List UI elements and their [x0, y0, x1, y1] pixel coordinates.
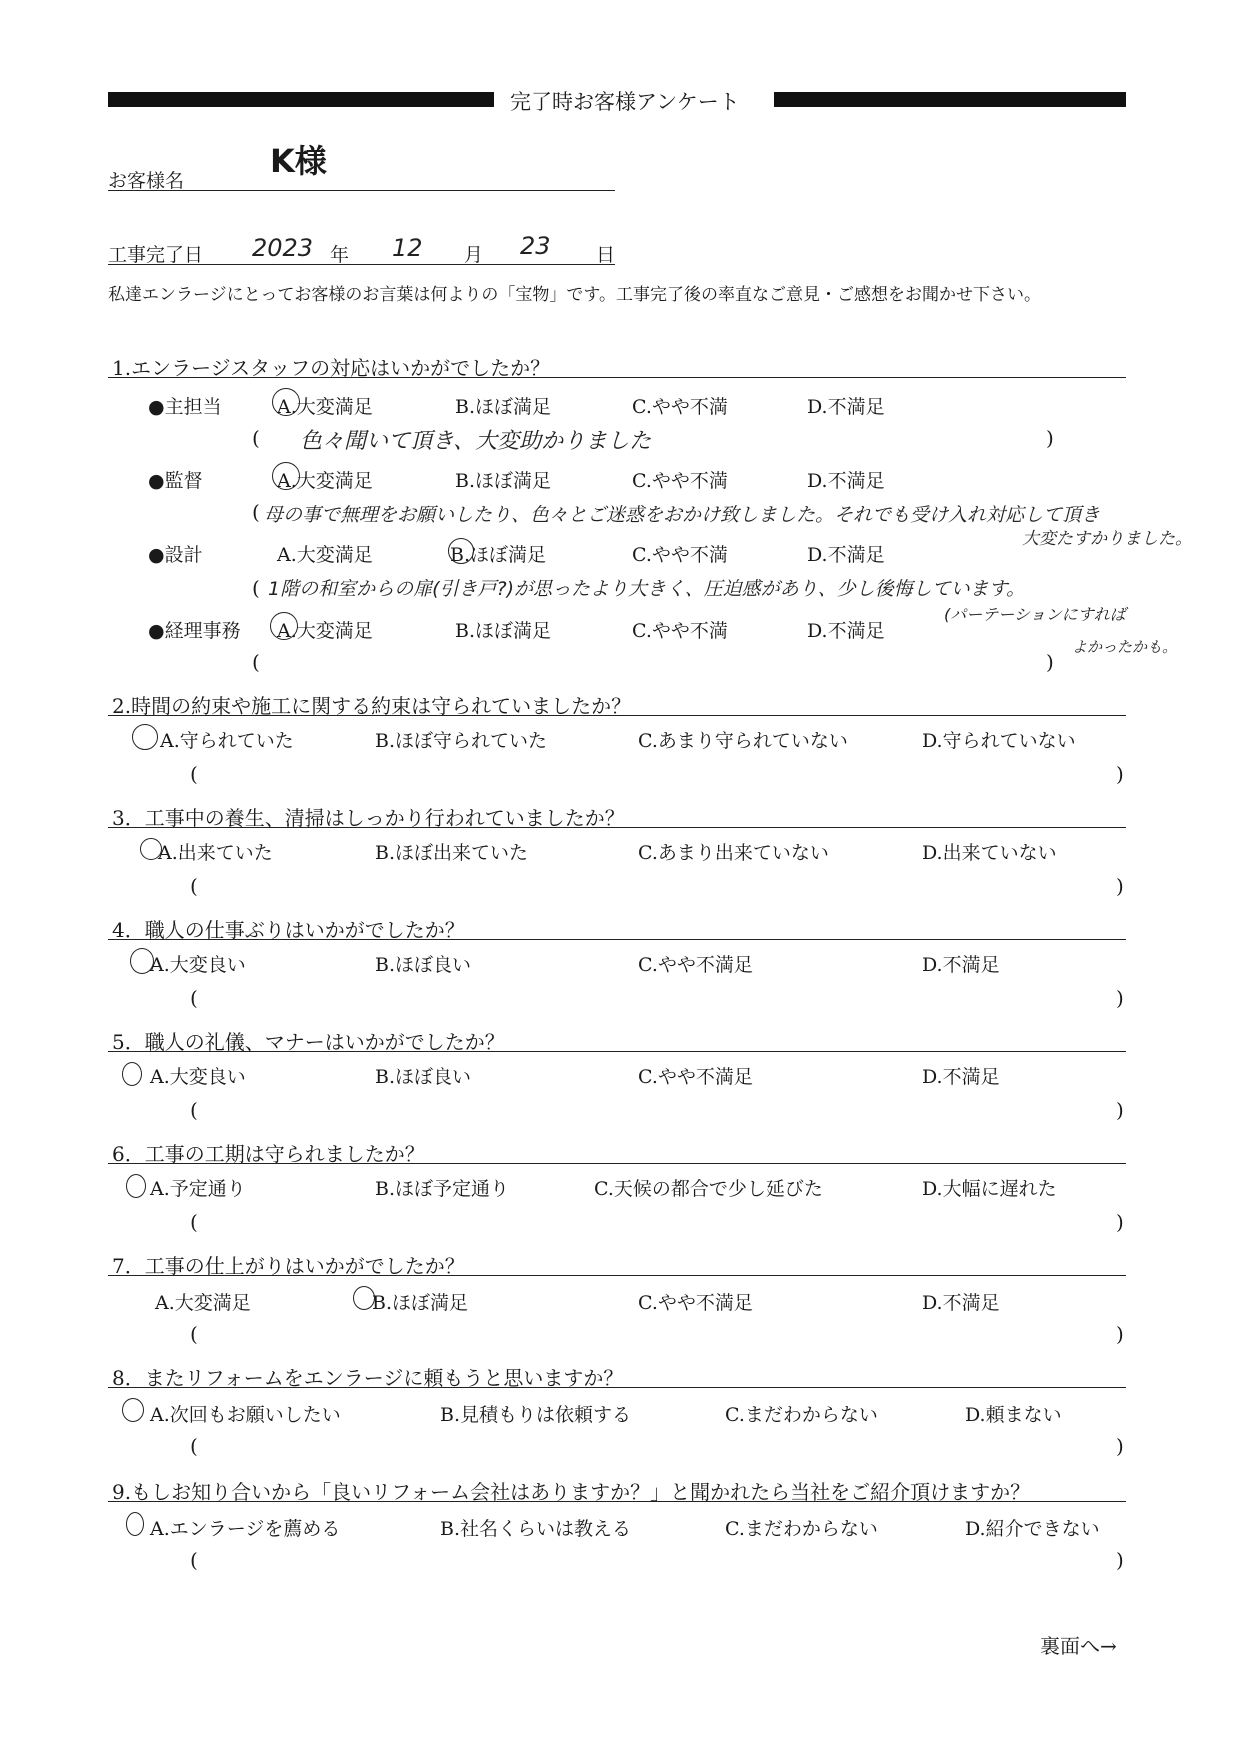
q7-title: 7．工事の仕上がりはいかがでしたか？	[112, 1254, 465, 1278]
form-title: 完了時お客様アンケート	[510, 90, 740, 114]
q6-rule	[108, 1163, 1126, 1164]
q1-supervisor-comment-cont: 大変たすかりました。	[1022, 529, 1192, 549]
year-unit: 年	[330, 244, 350, 266]
q7-option-b[interactable]: B.ほぼ満足	[372, 1292, 469, 1314]
q4-option-c[interactable]: C.やや不満足	[638, 954, 753, 976]
intro-text: 私達エンラージにとってお客様のお言葉は何よりの「宝物」です。工事完了後の率直なご意見・ご感想をお聞かせ下さい。	[108, 285, 1041, 305]
header-bar-left	[108, 92, 494, 107]
paren-close: )	[1116, 1322, 1124, 1346]
q9-rule	[108, 1501, 1126, 1502]
q3-title: 3．工事中の養生、清掃はしっかり行われていましたか？	[112, 806, 625, 830]
q1-main-option-c[interactable]: C.やや不満	[632, 396, 728, 418]
q5-option-b[interactable]: B.ほぼ良い	[375, 1066, 472, 1088]
q5-title: 5．職人の礼儀、マナーはいかがでしたか？	[112, 1030, 505, 1054]
q5-option-a[interactable]: A.大変良い	[150, 1066, 246, 1088]
q3-option-c[interactable]: C.あまり出来ていない	[638, 842, 829, 864]
q7-option-d[interactable]: D.不満足	[922, 1292, 1000, 1314]
month-unit: 月	[464, 244, 484, 266]
completion-day: 23	[520, 232, 551, 260]
paren-open: (	[190, 762, 198, 786]
paren-open: (	[190, 1322, 198, 1346]
q3-option-a[interactable]: A.出来ていた	[158, 842, 273, 864]
day-unit: 日	[596, 244, 616, 266]
header-bar-right	[774, 92, 1126, 107]
q6-title: 6．工事の工期は守られましたか？	[112, 1142, 425, 1166]
q4-title: 4．職人の仕事ぶりはいかがでしたか？	[112, 918, 465, 942]
next-page-link[interactable]: 裏面へ→	[1040, 1634, 1117, 1658]
q7-option-c[interactable]: C.やや不満足	[638, 1292, 753, 1314]
q1-accounting-option-d[interactable]: D.不満足	[807, 620, 885, 642]
q5-rule	[108, 1051, 1126, 1052]
q1-supervisor-option-d[interactable]: D.不満足	[807, 470, 885, 492]
selection-circle	[272, 388, 300, 416]
q2-option-b[interactable]: B.ほぼ守られていた	[375, 730, 548, 752]
q1-main-option-d[interactable]: D.不満足	[807, 396, 885, 418]
paren-close: )	[1116, 1098, 1124, 1122]
q9-title: 9.もしお知り合いから「良いリフォーム会社はありますか？」と聞かれたら当社をご紹介頂けますか？	[112, 1480, 1031, 1504]
q1-row-label-accounting: ●経理事務	[148, 620, 241, 642]
q5-option-c[interactable]: C.やや不満足	[638, 1066, 753, 1088]
q1-supervisor-option-b[interactable]: B.ほぼ満足	[455, 470, 552, 492]
q3-option-b[interactable]: B.ほぼ出来ていた	[375, 842, 529, 864]
q8-option-b[interactable]: B.見積もりは依頼する	[440, 1404, 632, 1426]
completion-label: 工事完了日	[108, 244, 204, 266]
paren-close: )	[1116, 1210, 1124, 1234]
selection-circle	[126, 1512, 144, 1536]
q5-option-d[interactable]: D.不満足	[922, 1066, 1000, 1088]
completion-date-line	[108, 264, 615, 265]
q6-option-b[interactable]: B.ほぼ予定通り	[375, 1178, 510, 1200]
q8-option-a[interactable]: A.次回もお願いしたい	[150, 1404, 341, 1426]
q2-option-c[interactable]: C.あまり守られていない	[638, 730, 848, 752]
customer-name-line	[108, 190, 615, 191]
q1-supervisor-option-c[interactable]: C.やや不満	[632, 470, 728, 492]
q1-design-comment-cont2: よかったかも。	[1072, 638, 1178, 656]
q4-option-d[interactable]: D.不満足	[922, 954, 1000, 976]
paren-open: (	[190, 1210, 198, 1234]
paren-close: )	[1116, 986, 1124, 1010]
customer-name: K様	[270, 142, 327, 180]
q1-main-comment: 色々聞いて頂き、大変助かりました	[300, 429, 652, 454]
completion-month: 12	[392, 234, 423, 262]
q1-row-label-design: ●設計	[148, 544, 203, 566]
q9-option-d[interactable]: D.紹介できない	[965, 1518, 1100, 1540]
q1-accounting-option-b[interactable]: B.ほぼ満足	[455, 620, 552, 642]
q1-design-option-a[interactable]: A.大変満足	[277, 544, 373, 566]
selection-circle	[126, 1174, 146, 1198]
paren-open: (	[190, 874, 198, 898]
q6-option-d[interactable]: D.大幅に遅れた	[922, 1178, 1057, 1200]
q7-rule	[108, 1275, 1126, 1276]
q1-accounting-option-a[interactable]: A.大変満足	[277, 620, 373, 642]
q1-main-option-a[interactable]: A.大変満足	[277, 396, 373, 418]
q8-title: 8．またリフォームをエンラージに頼もうと思いますか？	[112, 1366, 624, 1390]
paren-open: (	[252, 500, 260, 524]
paren-open: (	[190, 1098, 198, 1122]
q1-accounting-option-c[interactable]: C.やや不満	[632, 620, 728, 642]
q1-design-option-d[interactable]: D.不満足	[807, 544, 885, 566]
q6-option-c[interactable]: C.天候の都合で少し延びた	[594, 1178, 823, 1200]
q1-design-comment-cont: (パーテーションにすれば	[944, 605, 1126, 624]
q7-option-a[interactable]: A.大変満足	[155, 1292, 251, 1314]
paren-open: (	[252, 650, 260, 674]
selection-circle	[272, 462, 300, 490]
paren-open: (	[190, 986, 198, 1010]
q2-title: 2.時間の約束や施工に関する約束は守られていましたか？	[112, 694, 632, 718]
paren-close: )	[1116, 1548, 1124, 1572]
q9-option-c[interactable]: C.まだわからない	[725, 1518, 878, 1540]
paren-open: (	[252, 576, 260, 600]
q4-rule	[108, 939, 1126, 940]
q2-option-d[interactable]: D.守られていない	[922, 730, 1076, 752]
q8-option-c[interactable]: C.まだわからない	[725, 1404, 878, 1426]
q1-row-label-main: ●主担当	[148, 396, 222, 418]
q6-option-a[interactable]: A.予定通り	[150, 1178, 246, 1200]
q8-option-d[interactable]: D.頼まない	[965, 1404, 1062, 1426]
paren-open: (	[190, 1434, 198, 1458]
q9-option-b[interactable]: B.社名くらいは教える	[440, 1518, 632, 1540]
q1-supervisor-comment: 母の事で無理をお願いしたり、色々とご迷惑をおかけ致しました。それでも受け入れ対応して頂き	[264, 504, 1101, 526]
q8-rule	[108, 1387, 1126, 1388]
selection-circle	[270, 612, 298, 640]
q1-design-comment: 1階の和室からの扉(引き戸?)が思ったより大きく、圧迫感があり、少し後悔しています。	[268, 578, 1026, 600]
paren-close: )	[1046, 426, 1054, 450]
selection-circle	[448, 538, 474, 564]
q2-rule	[108, 715, 1126, 716]
paren-close: )	[1116, 874, 1124, 898]
q1-supervisor-option-a[interactable]: A.大変満足	[277, 470, 373, 492]
selection-circle	[122, 1062, 142, 1086]
paren-close: )	[1116, 762, 1124, 786]
selection-circle	[122, 1398, 144, 1422]
paren-open: (	[252, 426, 260, 450]
completion-year: 2023	[252, 234, 314, 262]
q2-option-a[interactable]: A.守られていた	[160, 730, 294, 752]
customer-label: お客様名	[108, 170, 185, 192]
q1-main-option-b[interactable]: B.ほぼ満足	[455, 396, 552, 418]
q3-rule	[108, 827, 1126, 828]
paren-close: )	[1116, 1434, 1124, 1458]
q9-option-a[interactable]: A.エンラージを薦める	[150, 1518, 341, 1540]
paren-close: )	[1046, 650, 1054, 674]
q1-title: 1.エンラージスタッフの対応はいかがでしたか？	[112, 356, 551, 380]
q1-design-option-b[interactable]: B.ほぼ満足	[450, 544, 547, 566]
q1-design-option-c[interactable]: C.やや不満	[632, 544, 728, 566]
q4-option-b[interactable]: B.ほぼ良い	[375, 954, 472, 976]
paren-open: (	[190, 1548, 198, 1572]
q4-option-a[interactable]: A.大変良い	[150, 954, 246, 976]
q3-option-d[interactable]: D.出来ていない	[922, 842, 1057, 864]
q1-rule	[108, 377, 1126, 378]
q1-row-label-supervisor: ●監督	[148, 470, 203, 492]
selection-circle	[132, 724, 158, 750]
